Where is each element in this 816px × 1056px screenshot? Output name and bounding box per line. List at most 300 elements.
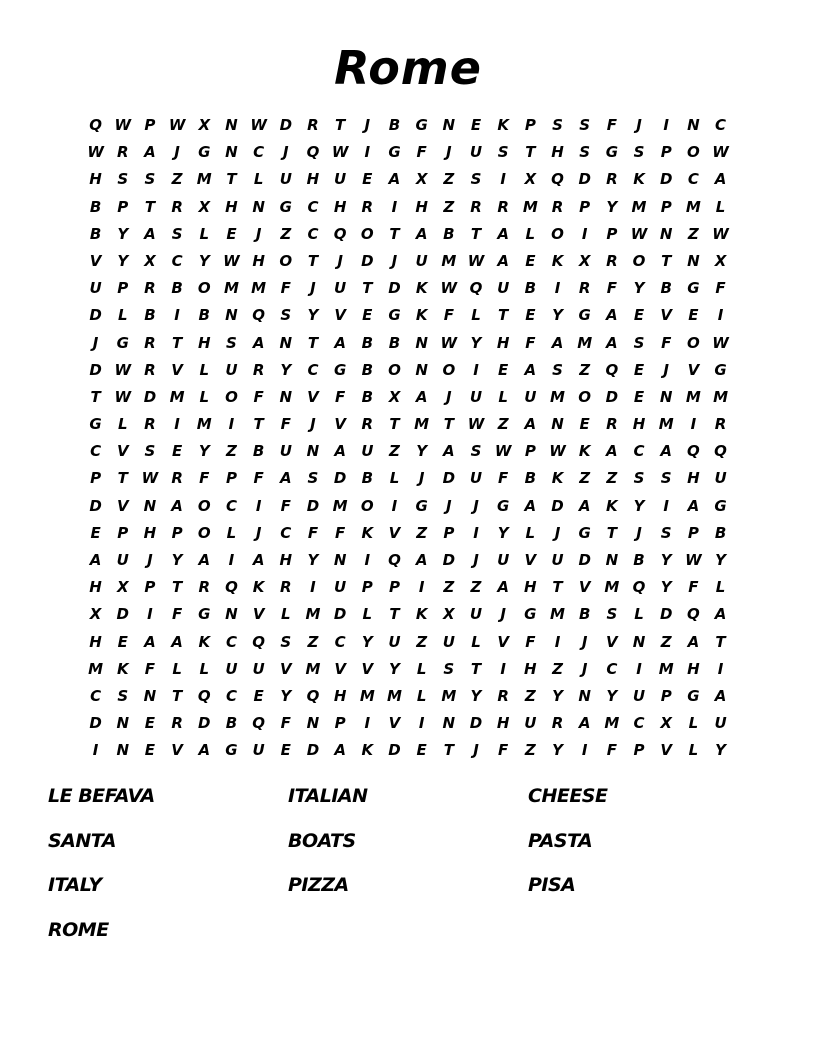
grid-letter: I <box>228 415 235 434</box>
grid-letter: Y <box>470 333 482 352</box>
grid-letter: S <box>470 170 482 189</box>
grid-letter: F <box>606 116 617 134</box>
grid-letter: Z <box>579 469 591 488</box>
word-list-item: ITALIAN <box>288 785 368 807</box>
grid-row <box>82 112 734 139</box>
grid-letter: D <box>89 306 102 325</box>
grid-letter: F <box>280 496 291 515</box>
grid-letter: N <box>279 333 293 352</box>
grid-letter: C <box>633 714 645 733</box>
grid-letter: K <box>415 605 428 624</box>
grid-letter: T <box>335 116 346 134</box>
grid-row <box>82 166 734 193</box>
grid-letter: U <box>279 170 292 189</box>
grid-letter: P <box>660 143 672 162</box>
grid-letter: X <box>116 578 129 597</box>
grid-letter: D <box>659 170 673 189</box>
grid-letter: Y <box>389 659 400 678</box>
grid-letter: F <box>606 279 617 298</box>
grid-letter: D <box>143 387 157 406</box>
grid-letter: D <box>388 279 401 298</box>
grid-letter: C <box>280 523 292 542</box>
grid-letter: B <box>660 279 672 298</box>
grid-letter: E <box>525 251 536 270</box>
grid-row <box>82 547 734 574</box>
grid-letter: V <box>252 605 265 624</box>
grid-letter: E <box>253 686 264 705</box>
grid-letter: U <box>551 551 564 569</box>
grid-letter: P <box>633 741 645 760</box>
grid-letter: G <box>415 496 428 515</box>
grid-letter: Q <box>225 578 238 597</box>
grid-letter: I <box>391 496 398 515</box>
grid-letter: B <box>578 605 591 624</box>
grid-letter: U <box>524 387 537 406</box>
grid-letter: J <box>446 496 452 515</box>
grid-letter: P <box>606 224 618 243</box>
grid-letter: S <box>552 360 563 379</box>
grid-letter: B <box>171 279 183 298</box>
grid-letter: A <box>334 333 346 352</box>
grid-letter: K <box>551 469 564 488</box>
grid-letter: C <box>307 197 319 216</box>
grid-letter: X <box>89 605 102 624</box>
grid-letter: V <box>116 496 129 515</box>
grid-letter: F <box>253 469 264 488</box>
grid-letter: T <box>443 741 454 760</box>
grid-letter: R <box>361 415 374 434</box>
grid-letter: P <box>144 116 156 134</box>
grid-letter: E <box>144 741 156 760</box>
grid-letter: S <box>280 306 292 325</box>
grid-letter: C <box>307 360 319 379</box>
grid-letter: M <box>169 387 185 406</box>
grid-letter: M <box>251 279 267 298</box>
grid-letter: P <box>90 469 102 488</box>
grid-letter: M <box>88 659 104 678</box>
grid-letter: W <box>467 415 485 434</box>
grid-letter: T <box>606 523 617 542</box>
grid-letter: L <box>634 605 644 624</box>
grid-letter: R <box>606 251 618 270</box>
grid-letter: L <box>199 387 210 406</box>
grid-letter: Q <box>388 551 401 569</box>
grid-letter: K <box>606 496 618 515</box>
grid-letter: E <box>90 523 101 542</box>
grid-letter: P <box>524 116 536 134</box>
grid-letter: W <box>630 224 648 243</box>
grid-letter: P <box>660 197 672 216</box>
grid-letter: T <box>661 251 672 270</box>
grid-letter: Q <box>714 442 727 461</box>
grid-letter: T <box>171 686 183 705</box>
grid-letter: X <box>415 170 428 189</box>
grid-letter: N <box>415 333 428 352</box>
grid-letter: I <box>500 170 506 189</box>
grid-letter: N <box>687 116 700 134</box>
grid-letter: O <box>686 143 700 162</box>
grid-letter: I <box>473 360 479 379</box>
grid-letter: N <box>143 686 157 705</box>
grid-letter: A <box>578 714 591 733</box>
grid-letter: D <box>306 741 320 760</box>
grid-letter: Y <box>280 360 292 379</box>
grid-letter: I <box>636 659 642 678</box>
grid-letter: J <box>663 360 669 379</box>
grid-letter: H <box>415 197 428 216</box>
grid-letter: C <box>687 170 699 189</box>
grid-letter: P <box>117 197 129 216</box>
grid-letter: A <box>334 442 346 461</box>
grid-letter: T <box>226 170 237 189</box>
grid-letter: K <box>415 306 428 325</box>
grid-letter: Q <box>333 224 347 243</box>
grid-letter: F <box>715 279 726 298</box>
grid-letter: B <box>388 333 401 352</box>
grid-letter: H <box>333 197 347 216</box>
grid-letter: G <box>333 360 347 379</box>
grid-letter: B <box>633 551 645 569</box>
grid-letter: Y <box>660 578 672 597</box>
grid-letter: G <box>116 333 129 352</box>
grid-letter: W <box>168 116 186 134</box>
grid-letter: O <box>551 224 564 243</box>
grid-letter: Q <box>89 116 102 134</box>
grid-letter: N <box>659 387 673 406</box>
grid-letter: U <box>334 170 347 189</box>
grid-letter: T <box>443 415 454 434</box>
word-list-item: ROME <box>48 918 109 941</box>
grid-letter: H <box>496 333 510 352</box>
grid-letter: A <box>578 496 591 515</box>
grid-letter: L <box>525 523 536 542</box>
grid-letter: D <box>578 170 591 189</box>
grid-letter: T <box>498 306 509 325</box>
word-list-item: LE BEFAVA <box>48 785 155 807</box>
grid-letter: A <box>388 170 401 189</box>
grid-letter: L <box>362 605 373 624</box>
grid-letter: H <box>551 143 564 162</box>
grid-letter: A <box>171 496 183 515</box>
grid-letter: I <box>690 415 697 434</box>
grid-letter: I <box>228 551 235 569</box>
grid-letter: A <box>252 333 265 352</box>
grid-letter: Z <box>552 659 563 678</box>
grid-letter: M <box>223 279 239 298</box>
grid-letter: F <box>280 415 291 434</box>
grid-letter: V <box>660 306 672 325</box>
grid-letter: B <box>524 279 537 298</box>
grid-letter: B <box>361 333 374 352</box>
grid-letter: U <box>252 741 265 760</box>
grid-letter: V <box>687 360 700 379</box>
grid-row <box>82 656 734 683</box>
grid-letter: B <box>225 714 238 733</box>
grid-letter: G <box>279 197 292 216</box>
grid-letter: M <box>550 387 565 406</box>
grid-letter: I <box>663 116 669 134</box>
grid-letter: C <box>90 686 102 705</box>
grid-letter: X <box>198 116 211 134</box>
grid-letter: Y <box>660 551 672 569</box>
grid-letter: W <box>114 360 132 379</box>
grid-letter: H <box>252 251 265 270</box>
grid-letter: Z <box>307 632 319 651</box>
grid-letter: S <box>497 143 509 162</box>
grid-letter: O <box>197 279 211 298</box>
grid-letter: E <box>117 632 128 651</box>
grid-letter: A <box>279 469 292 488</box>
grid-letter: I <box>147 605 153 624</box>
grid-letter: G <box>687 686 700 705</box>
word-list-item: ITALY <box>48 874 102 896</box>
grid-letter: M <box>359 686 375 705</box>
grid-letter: M <box>414 415 430 434</box>
grid-letter: N <box>605 551 619 569</box>
grid-letter: T <box>389 415 400 434</box>
grid-letter: P <box>388 578 400 597</box>
grid-letter: G <box>198 605 211 624</box>
grid-row <box>82 221 734 248</box>
grid-letter: R <box>171 197 183 216</box>
grid-letter: M <box>604 714 620 733</box>
grid-letter: K <box>578 442 591 461</box>
grid-letter: F <box>498 741 509 760</box>
grid-letter: O <box>686 333 700 352</box>
word-list <box>48 783 768 961</box>
grid-letter: Y <box>606 197 618 216</box>
grid-letter: Q <box>686 442 700 461</box>
grid-letter: C <box>715 116 727 134</box>
grid-row <box>82 248 734 275</box>
grid-letter: T <box>171 578 183 597</box>
grid-letter: L <box>117 306 128 325</box>
grid-letter: Q <box>252 306 265 325</box>
grid-letter: W <box>467 251 485 270</box>
grid-letter: D <box>89 714 102 733</box>
grid-letter: N <box>252 197 265 216</box>
grid-letter: N <box>551 415 564 434</box>
grid-letter: P <box>524 442 536 461</box>
grid-letter: J <box>310 279 316 298</box>
grid-letter: A <box>144 143 156 162</box>
grid-letter: W <box>712 143 729 162</box>
grid-letter: E <box>226 224 237 243</box>
grid-letter: S <box>660 523 672 542</box>
grid-letter: U <box>116 551 129 569</box>
grid-letter: D <box>388 741 401 760</box>
grid-letter: Q <box>632 578 646 597</box>
grid-letter: M <box>604 578 620 597</box>
grid-letter: M <box>522 197 538 216</box>
grid-row <box>82 438 734 465</box>
grid-letter: M <box>332 496 348 515</box>
grid-letter: U <box>252 659 265 678</box>
grid-letter: Y <box>307 306 319 325</box>
word-list-item: CHEESE <box>528 785 608 807</box>
grid-letter: G <box>415 116 428 134</box>
grid-letter: P <box>117 279 129 298</box>
grid-letter: E <box>633 360 645 379</box>
grid-letter: N <box>306 714 320 733</box>
grid-letter: H <box>89 170 102 189</box>
grid-row <box>82 601 734 628</box>
grid-letter: R <box>606 415 618 434</box>
grid-letter: X <box>524 170 537 189</box>
grid-letter: R <box>361 197 374 216</box>
grid-letter: D <box>333 469 347 488</box>
grid-letter: J <box>282 143 289 162</box>
grid-letter: R <box>144 360 156 379</box>
grid-letter: I <box>581 224 588 243</box>
grid-letter: V <box>361 659 374 678</box>
grid-letter: U <box>415 251 428 270</box>
grid-letter: B <box>361 360 374 379</box>
grid-letter: Z <box>660 632 672 651</box>
grid-letter: C <box>307 224 319 243</box>
grid-row <box>82 357 734 384</box>
grid-letter: V <box>279 659 292 678</box>
grid-letter: A <box>714 170 727 189</box>
grid-letter: T <box>389 224 400 243</box>
grid-letter: U <box>469 605 483 624</box>
grid-letter: H <box>89 632 102 651</box>
grid-letter: W <box>223 251 240 270</box>
grid-letter: F <box>144 659 156 678</box>
grid-letter: F <box>280 279 291 298</box>
grid-letter: N <box>442 116 456 134</box>
grid-letter: C <box>225 686 237 705</box>
grid-letter: Z <box>687 224 699 243</box>
grid-letter: L <box>688 741 699 760</box>
grid-letter: C <box>171 251 183 270</box>
grid-letter: A <box>89 551 102 569</box>
grid-letter: J <box>92 333 99 352</box>
grid-letter: K <box>497 116 509 134</box>
grid-letter: U <box>497 551 510 569</box>
grid-letter: B <box>524 469 537 488</box>
grid-letter: Y <box>117 251 129 270</box>
grid-letter: I <box>364 143 371 162</box>
grid-letter: I <box>391 197 398 216</box>
grid-letter: D <box>659 605 673 624</box>
grid-letter: P <box>687 523 699 542</box>
grid-letter: T <box>307 333 319 352</box>
grid-letter: F <box>280 714 291 733</box>
grid-letter: N <box>333 551 347 569</box>
grid-letter: L <box>281 605 291 624</box>
grid-letter: O <box>197 496 211 515</box>
grid-letter: Y <box>361 632 373 651</box>
word-search-grid <box>82 112 734 765</box>
grid-letter: P <box>171 523 183 542</box>
grid-letter: I <box>717 659 724 678</box>
grid-letter: S <box>443 659 455 678</box>
grid-letter: M <box>550 605 565 624</box>
grid-letter: J <box>147 551 153 569</box>
grid-letter: I <box>255 496 262 515</box>
grid-letter: S <box>117 686 129 705</box>
grid-letter: G <box>225 741 238 760</box>
grid-letter: Z <box>416 632 428 651</box>
grid-letter: H <box>687 469 700 488</box>
word-list-item: BOATS <box>288 829 356 852</box>
grid-letter: Q <box>551 170 564 189</box>
grid-letter: I <box>418 578 425 597</box>
grid-letter: B <box>89 197 102 216</box>
grid-letter: T <box>525 143 536 162</box>
grid-letter: A <box>171 632 183 651</box>
grid-letter: A <box>144 632 156 651</box>
grid-letter: D <box>198 714 211 733</box>
grid-letter: Y <box>280 686 292 705</box>
grid-letter: K <box>361 523 374 542</box>
grid-letter: E <box>688 306 699 325</box>
grid-letter: G <box>524 605 537 624</box>
grid-letter: H <box>687 659 700 678</box>
grid-letter: E <box>525 306 536 325</box>
grid-letter: Y <box>198 442 210 461</box>
grid-letter: L <box>715 197 726 216</box>
grid-letter: R <box>307 116 319 134</box>
grid-letter: R <box>116 143 129 162</box>
grid-letter: W <box>685 551 702 569</box>
page-title: Rome <box>334 41 482 95</box>
grid-letter: S <box>633 469 645 488</box>
grid-letter: Q <box>605 360 619 379</box>
grid-letter: G <box>89 415 102 434</box>
grid-letter: O <box>197 523 211 542</box>
grid-letter: F <box>199 469 210 488</box>
grid-letter: Z <box>443 197 455 216</box>
grid-letter: S <box>117 170 129 189</box>
grid-letter: A <box>443 442 455 461</box>
grid-letter: W <box>712 224 729 243</box>
grid-letter: S <box>660 469 672 488</box>
grid-letter: J <box>418 469 425 488</box>
grid-letter: U <box>469 143 483 162</box>
grid-letter: E <box>633 306 645 325</box>
grid-letter: T <box>362 279 373 298</box>
grid-letter: D <box>89 360 102 379</box>
grid-letter: O <box>388 360 401 379</box>
grid-letter: D <box>279 116 293 134</box>
grid-letter: N <box>225 116 238 134</box>
grid-letter: F <box>335 523 346 542</box>
grid-letter: X <box>443 605 455 624</box>
grid-letter: H <box>496 714 510 733</box>
grid-letter: G <box>578 306 591 325</box>
grid-letter: L <box>199 659 210 678</box>
grid-row <box>82 629 734 656</box>
grid-letter: F <box>525 333 536 352</box>
grid-letter: Z <box>524 741 536 760</box>
grid-letter: R <box>144 333 156 352</box>
grid-letter: M <box>658 659 674 678</box>
grid-letter: C <box>253 143 265 162</box>
grid-letter: D <box>361 251 374 270</box>
grid-letter: N <box>225 306 238 325</box>
grid-letter: Y <box>198 251 210 270</box>
grid-letter: O <box>225 387 238 406</box>
grid-letter: O <box>632 251 646 270</box>
grid-letter: U <box>361 442 374 461</box>
grid-letter: H <box>632 415 646 434</box>
grid-letter: J <box>473 741 479 760</box>
grid-letter: A <box>551 333 564 352</box>
grid-letter: H <box>524 578 537 597</box>
grid-row <box>82 710 734 737</box>
